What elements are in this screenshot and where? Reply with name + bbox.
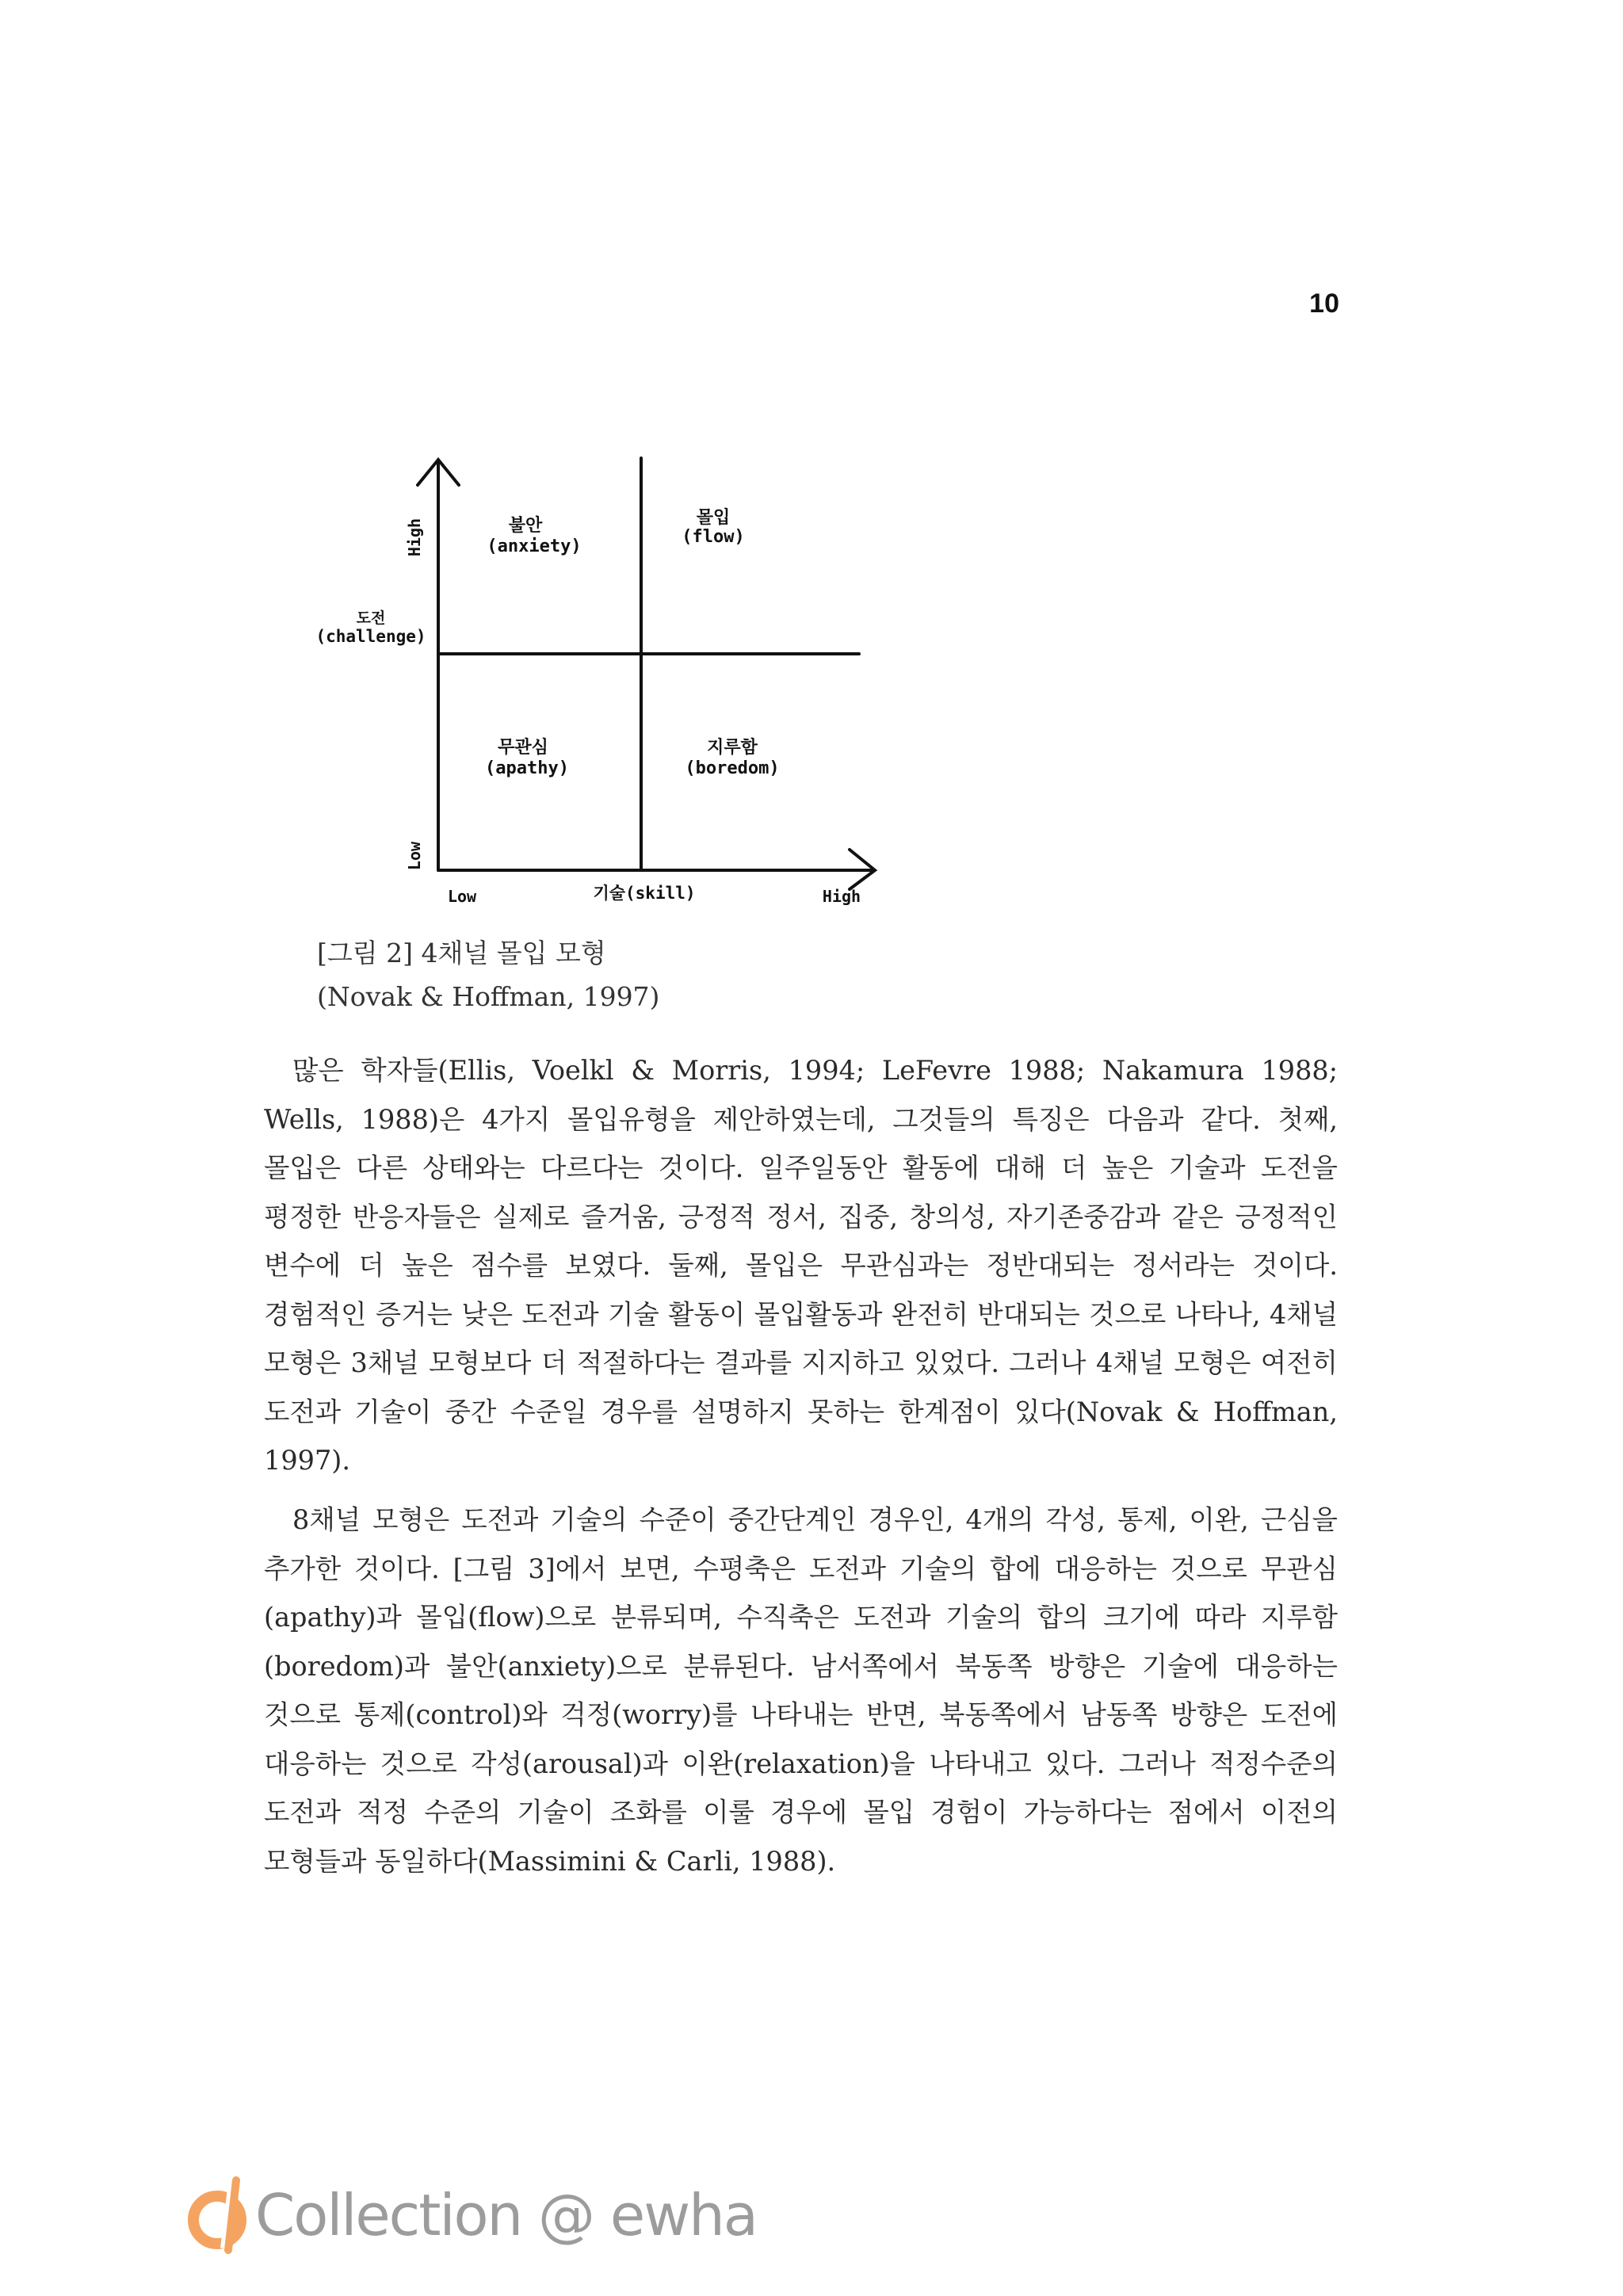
body-paragraph-1-text: 많은 학자들(Ellis, Voelkl & Morris, 1994; LeFevre 1988; Nakamura 1988; Wells, 1988)은 4가지 몰입유형을 제안하였는데, 그것들의 특징은 다음과 같다. 첫째, 몰입은 다른 상태와는 다르다는 것이다. 일주일동안 활동에 대해 더 높은 기술과 도전을 평정한 반응자들은 실제로 즐거움, 긍정적 정서, 집중, 창의성, 자기존중감과 같은 긍정적인 변수에 더 높은 점수를 보였다. 둘째, 몰입은 무관심과는 정반대되는 정서라는 것이다. 경험적인 증거는 낮은 도전과 기술 활동이 몰입활동과 완전히 반대되는 것으로 나타나, 4채널 모형은 3채널 모형보다 더 적절하다는 결과를 지지하고 있었다. 그러나 4채널 모형은 여전히 도전과 기술이 중간 수준일 경우를 설명하지 못하는 한계점이 있다(Novak & Hoffman, 1997). bbox=[264, 1055, 1338, 1476]
y-axis-title-kr: 도전 bbox=[356, 609, 386, 627]
y-low-label: Low bbox=[405, 841, 424, 871]
quadrant-apathy-en: (apathy) bbox=[485, 758, 569, 778]
logo-text: Collection @ ewha bbox=[255, 2182, 757, 2248]
quadrant-boredom-en: (boredom) bbox=[685, 758, 780, 778]
x-axis-title: 기술(skill) bbox=[593, 884, 696, 903]
figure-caption-source: (Novak & Hoffman, 1997) bbox=[317, 981, 660, 1012]
quadrant-flow-en: (flow) bbox=[682, 527, 745, 547]
x-high-label: High bbox=[822, 887, 861, 906]
body-paragraph-1 bbox=[264, 1046, 1338, 1485]
dcollection-logo bbox=[184, 2172, 757, 2259]
body-paragraph-2-text: 8채널 모형은 도전과 기술의 수준이 중간단계인 경우인, 4개의 각성, 통제, 이완, 근심을 추가한 것이다. [그림 3]에서 보면, 수평축은 도전과 기술의 합에 대응하는 것으로 무관심(apathy)과 몰입(flow)으로 분류되며, 수직축은 도전과 기술의 합의 크기에 따라 지루함(boredom)과 불안(anxiety)으로 분류된다. 남서쪽에서 북동쪽 방향은 기술에 대응하는 것으로 통제(control)와 걱정(worry)를 나타내는 반면, 북동쪽에서 남동쪽 방향은 도전에 대응하는 것으로 각성(arousal)과 이완(relaxation)을 나타내고 있다. 그러나 적정수준의 도전과 적정 수준의 기술이 조화를 이룰 경우에 몰입 경험이 가능하다는 점에서 이전의 모형들과 동일하다(Massimini & Carli, 1988). bbox=[264, 1504, 1338, 1877]
d-logo-icon bbox=[184, 2176, 255, 2255]
y-high-label: High bbox=[405, 518, 424, 557]
quadrant-anxiety-kr: 불안 bbox=[508, 516, 543, 536]
quadrant-apathy-kr: 무관심 bbox=[498, 738, 548, 758]
quadrant-boredom-kr: 지루함 bbox=[707, 738, 758, 758]
quadrant-flow-kr: 몰입 bbox=[696, 508, 731, 528]
body-paragraph-2 bbox=[264, 1496, 1338, 1885]
figure-caption-title: [그림 2] 4채널 몰입 모형 bbox=[317, 938, 606, 968]
quadrant-anxiety-en: (anxiety) bbox=[487, 537, 582, 556]
y-axis-title-en: (challenge) bbox=[315, 627, 426, 646]
page-number: 10 bbox=[1309, 288, 1339, 319]
x-low-label: Low bbox=[447, 887, 477, 906]
four-channel-flow-diagram bbox=[309, 444, 896, 919]
